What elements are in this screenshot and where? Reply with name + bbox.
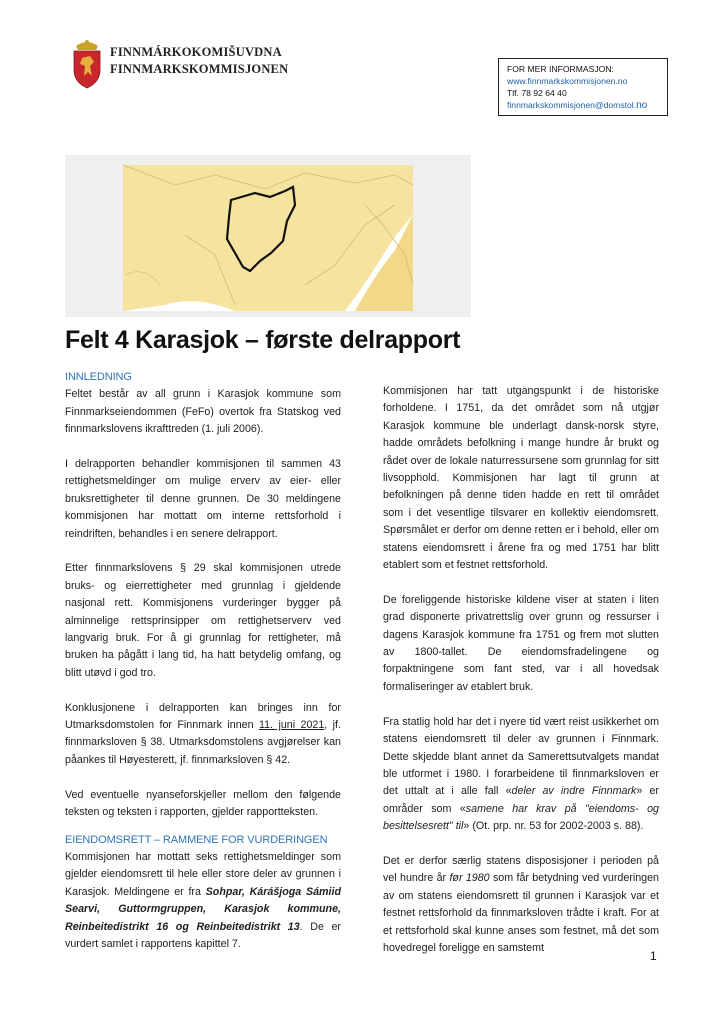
right-column bbox=[383, 383, 659, 975]
section-heading-property-rights: EIENDOMSRETT – RAMMENE FOR VURDERINGEN bbox=[65, 833, 328, 846]
paragraph: I delrapporten behandler kommisjonen til sammen 43 rettighetsmeldinger om mulige erverv av eier- eller bruksrettigheter til denne grunnen. De 30 meldingene kommisjonen har mottatt om interne rettsforhold i reindriften, behandles i en senere delrapport. bbox=[65, 458, 341, 540]
page-title: Felt 4 Karasjok – første delrapport bbox=[65, 326, 461, 354]
paragraph: Ved eventuelle nyanseforskjeller mellom den følgende teksten og teksten i rapporten, gjelder rapportteksten. bbox=[65, 788, 341, 819]
coat-of-arms-icon bbox=[70, 36, 104, 90]
area-map bbox=[65, 155, 471, 317]
section-heading-introduction: INNLEDNING bbox=[65, 371, 132, 383]
deadline-date: 11. juni 2021 bbox=[258, 719, 325, 732]
paragraph: Feltet består av all grunn i Karasjok kommune som Finnmarkseiendommen (FeFo) overtok fra Statskog ved finnmarkslovens ikrafttreden (1. juli 2006). bbox=[65, 388, 341, 436]
org-name-northern-sami: FINNMÁRKOKOMIŠUVDNA bbox=[110, 45, 282, 59]
paragraph: Fra statlig hold har det i nyere tid vært reist usikkerhet om statens eiendomsrett til deler av grunnen i Finnmark. Dette skjedde blant annet da Samerettsutvalgets mandat ble utformet i 1980. I forarbeidene til finnmarksloven er det uttalt at i alle fall «deler av indre Finnmark» er områder som «samene har krav på "eiendoms- og besittelsesrett" til» (Ot. prp. nr. 53 for 2002-2003 s. 88). bbox=[383, 715, 659, 833]
organization-name bbox=[110, 44, 288, 78]
left-column bbox=[65, 369, 341, 971]
paragraph: Kommisjonen har tatt utgangspunkt i de historiske forholdene. I 1751, da det området som nå utgjør Karasjok kommune ble underlagt dansk-norsk styre, hadde områdets befolkning i mange hundre år brukt og rådet over de lokale naturressursene som grunnlag for sitt livsopphold. Kommisjonen har lagt til grunn at befolkningen på denne tiden hadde en rett til området som i det vesentlige tilsvarer en kollektiv eiendomsrett. Spørsmålet er derfor om denne retten er i behold, eller om statens eiendomsrett i årene fra og med 1751 har blitt etablert som et festnet rettsforhold. bbox=[383, 385, 659, 572]
org-name-norwegian: FINNMARKSKOMMISJONEN bbox=[110, 62, 289, 76]
page-number: 1 bbox=[650, 949, 657, 963]
website-link[interactable]: www.finnmarkskommisjonen.no bbox=[507, 76, 628, 86]
contact-heading: FOR MER INFORMASJON: bbox=[507, 64, 614, 74]
paragraph: Etter finnmarkslovens § 29 skal kommisjonen utrede bruks- og eierrettigheter med grunnlag i gjeldende nasjonal rett. Kommisjonens vurderinger bygger på alminnelige rettsprinsipper om rettighetserverv ved langvarig bruk. For å gi grunnlag for rettigheter, må bruken ha pågått i lang tid, ha hatt betydelig omfang, og blitt utøvd i god tro. bbox=[65, 562, 341, 679]
phone-number: Tlf. 78 92 64 40 bbox=[507, 88, 567, 98]
karasjok-map-graphic bbox=[65, 155, 471, 317]
paragraph: Konklusjonene i delrapporten kan bringes inn for Utmarksdomstolen for Finnmark innen 11. juni 2021, jf. finnmarksloven § 38. Utmarksdomstolens avgjørelser kan påankes til Høyesterett, jf. finnmarksloven § 42. bbox=[65, 701, 341, 766]
paragraph: Det er derfor særlig statens disposisjoner i perioden på vel hundre år før 1980 som får betydning ved vurderingen av om statens eiendomsrett til grunnen i Karasjok var et festnet rettsforhold da finnmarksloven trådte i kraft. For at et rettsforhold skal kunne anses som festnet, må det som hovedregel foreligge en samstemt bbox=[383, 854, 659, 954]
paragraph: Kommisjonen har mottatt seks rettighetsmeldinger som gjelder eiendomsrett til hele eller store deler av grunnen i Karasjok. Meldingene er fra Sohpar, Kárášjoga Sámiid Searvi, Guttormgruppen, Karasjok kommune, Reinbeitedistrikt 16 og Reinbeitedistrikt 13. De er vurdert samlet i rapportens kapittel 7. bbox=[65, 850, 342, 950]
contact-info-box bbox=[498, 58, 668, 116]
paragraph: De foreliggende historiske kildene viser at staten i liten grad disponerte privatrettslig over grunn og ressurser i dagens Karasjok kommune fra 1751 og frem mot slutten av 1800-tallet. De eiendomsfradelingene og forpaktningene som fant sted, var i all hovedsak formaliseringer av etablert bruk. bbox=[383, 593, 659, 693]
email-link[interactable]: finnmarkskommisjonen@domstol.no bbox=[507, 100, 648, 111]
